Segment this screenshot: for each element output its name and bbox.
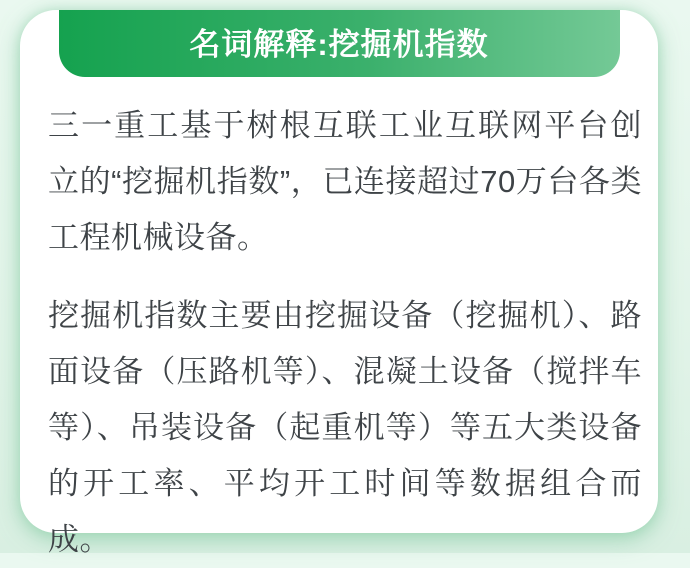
- card-title: 名词解释:挖掘机指数: [189, 27, 489, 62]
- definition-paragraph-platform: 三一重工基于树根互联工业互联网平台创立的“挖掘机指数”，已连接超过70万台各类工程机械设备。: [48, 108, 642, 255]
- definition-paragraph-composition: 挖掘机指数主要由挖掘设备（挖掘机）、路面设备（压路机等）、混凝土设备（搅拌车等）、吊装设备（起重机等）等五大类设备的开工率、平均开工时间等数据组合而成。: [48, 298, 642, 557]
- card-body: [20, 77, 658, 568]
- card-header-banner: [59, 10, 620, 77]
- definition-card: [20, 10, 658, 557]
